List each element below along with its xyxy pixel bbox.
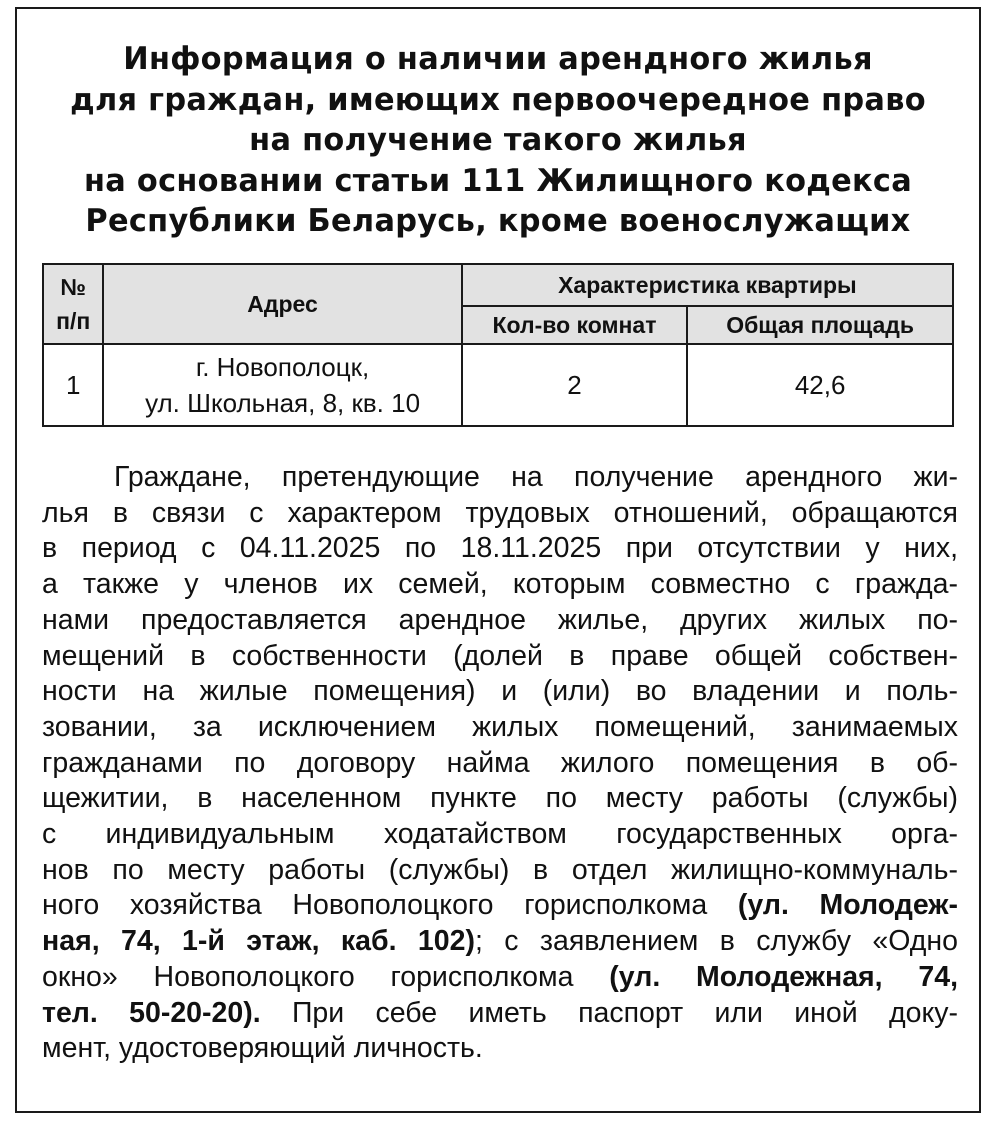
- header-number-line1: №: [60, 274, 87, 300]
- notice-title: [27, 39, 970, 242]
- body-line: нами предоставляется арендное жилье, других жилых по-: [42, 603, 958, 636]
- service-phone: тел. 50-20-20).: [42, 996, 261, 1029]
- office-address: ная, 74, 1-й этаж, каб. 102): [42, 925, 475, 958]
- header-area: Общая площадь: [687, 306, 953, 344]
- notice-frame: [15, 7, 981, 1113]
- cell-address: [103, 344, 461, 426]
- title-line: для граждан, имеющих первоочередное право: [70, 81, 926, 118]
- title-line: Информация о наличии арендного жилья: [123, 41, 873, 77]
- header-address: Адрес: [103, 264, 461, 344]
- housing-table: [42, 263, 954, 427]
- body-line: зовании, за исключением жилых помещений, занимаемых: [42, 710, 958, 743]
- body-text: окно» Новополоцкого горисполкома: [42, 960, 610, 993]
- body-line: в период с 04.11.2025 по 18.11.2025 при отсутствии у них,: [42, 532, 958, 565]
- address-line: ул. Школьная, 8, кв. 10: [145, 388, 421, 418]
- body-line: щежитии, в населенном пункте по месту работы (службы): [42, 782, 958, 815]
- body-line: мент, удостоверяющий личность.: [42, 1032, 483, 1065]
- header-number-line2: п/п: [56, 308, 91, 334]
- body-line: лья в связи с характером трудовых отношений, обращаются: [42, 496, 958, 529]
- body-line: [42, 996, 958, 1032]
- body-text: При себе иметь паспорт или иной доку-: [260, 996, 958, 1029]
- body-line: Граждане, претендующие на получение арендного жи-: [114, 461, 958, 493]
- address-line: г. Новополоцк,: [195, 352, 370, 382]
- table-row: [43, 344, 953, 426]
- header-characteristics: Характеристика квартиры: [462, 264, 953, 306]
- title-line: Республики Беларусь, кроме военослужащих: [85, 203, 911, 239]
- body-text: ; с заявлением в службу «Одно: [474, 925, 958, 958]
- notice-body: [42, 460, 958, 1067]
- body-line: с индивидуальным ходатайством государственных орга-: [42, 818, 958, 851]
- cell-area: 42,6: [687, 344, 953, 426]
- header-number: [43, 264, 103, 344]
- body-line: гражданами по договору найма жилого помещения в об-: [42, 746, 958, 779]
- office-address: (ул. Молодеж-: [737, 889, 958, 922]
- body-line: [42, 888, 958, 924]
- service-address: (ул. Молодежная, 74,: [609, 960, 958, 993]
- body-line: [42, 960, 958, 996]
- body-line: нов по месту работы (службы) в отдел жилищно-коммуналь-: [42, 853, 958, 886]
- title-line: на основании статьи 111 Жилищного кодекса: [83, 162, 913, 199]
- body-line: [42, 924, 958, 960]
- header-rooms: Кол-во комнат: [462, 306, 687, 344]
- body-line: ности на жилые помещения) и (или) во владении и поль-: [42, 675, 958, 708]
- cell-rooms: 2: [462, 344, 687, 426]
- cell-number: 1: [43, 344, 103, 426]
- body-line: а также у членов их семей, которым совместно с гражда-: [42, 568, 958, 601]
- body-text: ного хозяйства Новополоцкого горисполкома: [42, 889, 738, 922]
- title-line: на получение такого жилья: [249, 122, 747, 158]
- body-line: мещений в собственности (долей в праве общей собствен-: [42, 639, 958, 672]
